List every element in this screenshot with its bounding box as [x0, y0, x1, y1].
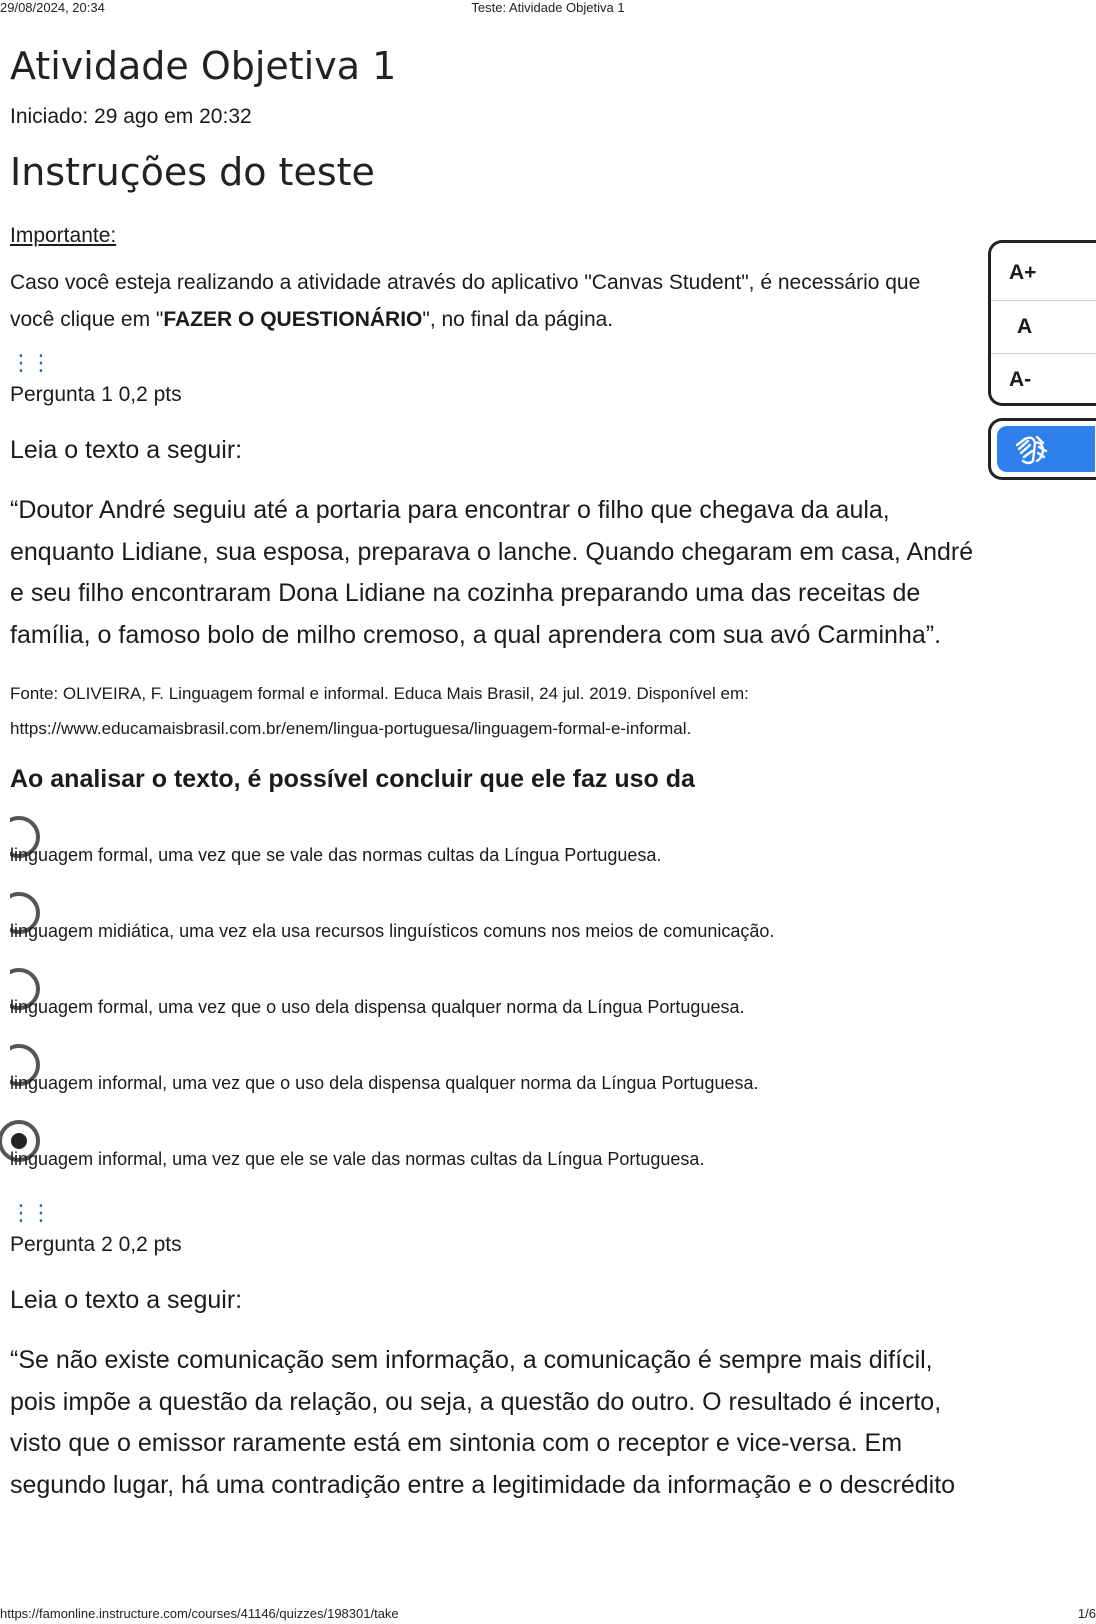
instructions-line-2-pre: você clique em " — [10, 308, 164, 331]
drag-handle-icon[interactable]: ⋮⋮ — [10, 350, 50, 375]
question-1-answers — [10, 816, 1096, 1196]
print-datetime: 29/08/2024, 20:34 — [0, 0, 105, 15]
answer-label: linguagem informal, uma vez que o uso dela dispensa qualquer norma da Língua Portuguesa. — [10, 1073, 759, 1093]
drag-handle-icon[interactable]: ⋮⋮ — [10, 1200, 50, 1225]
instructions-line-2 — [10, 301, 1010, 338]
question-1-header: Pergunta 1 0,2 pts — [10, 383, 182, 406]
instructions-line-2-post: ", no final da página. — [422, 308, 614, 331]
quote-line: enquanto Lidiane, sua esposa, preparava o lanche. Quando chegaram em casa, André — [10, 537, 974, 566]
instructions-heading: Instruções do teste — [10, 150, 375, 194]
quiz-started-time: Iniciado: 29 ago em 20:32 — [10, 105, 252, 128]
question-1-intro: Leia o texto a seguir: — [10, 436, 243, 464]
source-line-1: Fonte: OLIVEIRA, F. Linguagem formal e informal. Educa Mais Brasil, 24 jul. 2019. Disponível em: — [10, 684, 749, 703]
quiz-content — [10, 40, 1096, 1506]
quote-line: “Doutor André seguiu até a portaria para encontrar o filho que chegava da aula, — [10, 496, 890, 524]
instructions-line-1: Caso você esteja realizando a atividade através do aplicativo "Canvas Student", é necessário que — [10, 271, 921, 294]
answer-option[interactable] — [10, 968, 1096, 1044]
font-increase-button[interactable]: A+ — [1009, 261, 1037, 284]
quote-line: família, o famoso bolo de milho cremoso, a qual aprendera com sua avó Carminha”. — [10, 620, 942, 649]
source-line-2: https://www.educamaisbrasil.com.br/enem/lingua-portuguesa/linguagem-formal-e-informal. — [10, 719, 692, 738]
question-2-quote — [10, 1340, 1096, 1506]
quote-line: segundo lugar, há uma contradição entre a legitimidade da informação e o descrédito — [10, 1470, 956, 1499]
instructions-bold: FAZER O QUESTIONÁRIO — [163, 308, 423, 331]
question-1-quote — [10, 490, 1096, 656]
quote-line: pois impõe a questão da relação, ou seja, a questão do outro. O resultado é incerto, — [10, 1387, 942, 1416]
quote-line: “Se não existe comunicação sem informação, a comunicação é sempre mais difícil, — [10, 1346, 933, 1374]
print-title: Teste: Atividade Objetiva 1 — [471, 0, 625, 15]
quiz-title: Atividade Objetiva 1 — [10, 44, 397, 88]
question-2-intro: Leia o texto a seguir: — [10, 1286, 243, 1314]
answer-option[interactable] — [10, 892, 1096, 968]
print-url: https://famonline.instructure.com/courses/41146/quizzes/198301/take — [0, 1606, 399, 1621]
answer-option[interactable] — [10, 1120, 1096, 1196]
answer-label: linguagem formal, uma vez que o uso dela dispensa qualquer norma da Língua Portuguesa. — [10, 997, 745, 1017]
answer-label: linguagem informal, uma vez que ele se vale das normas cultas da Língua Portuguesa. — [10, 1149, 705, 1169]
question-1-source — [10, 676, 1096, 746]
instructions-text — [10, 264, 1010, 338]
answer-option[interactable] — [10, 1044, 1096, 1120]
sign-language-hands-icon — [1011, 431, 1051, 467]
answer-label: linguagem formal, uma vez que se vale das normas cultas da Língua Portuguesa. — [10, 845, 662, 865]
font-normal-button[interactable]: A — [991, 300, 1096, 352]
font-decrease-button[interactable]: A- — [991, 353, 1096, 405]
answer-label: linguagem midiática, uma vez ela usa recursos linguísticos comuns nos meios de comunicação. — [10, 921, 775, 941]
quote-line: visto que o emissor raramente está em sintonia com o receptor e vice-versa. Em — [10, 1429, 903, 1457]
print-header — [0, 0, 1096, 18]
font-size-panel — [988, 240, 1096, 406]
question-1-prompt: Ao analisar o texto, é possível concluir que ele faz uso da — [10, 765, 695, 793]
importante-label: Importante: — [10, 224, 117, 247]
print-footer — [0, 1606, 1096, 1624]
question-2-header: Pergunta 2 0,2 pts — [10, 1233, 182, 1256]
libras-button[interactable] — [988, 418, 1096, 480]
print-page-number: 1/6 — [1077, 1606, 1096, 1621]
answer-option[interactable] — [10, 816, 1096, 892]
libras-button-face[interactable] — [997, 426, 1095, 472]
quote-line: e seu filho encontraram Dona Lidiane na cozinha preparando uma das receitas de — [10, 579, 921, 607]
